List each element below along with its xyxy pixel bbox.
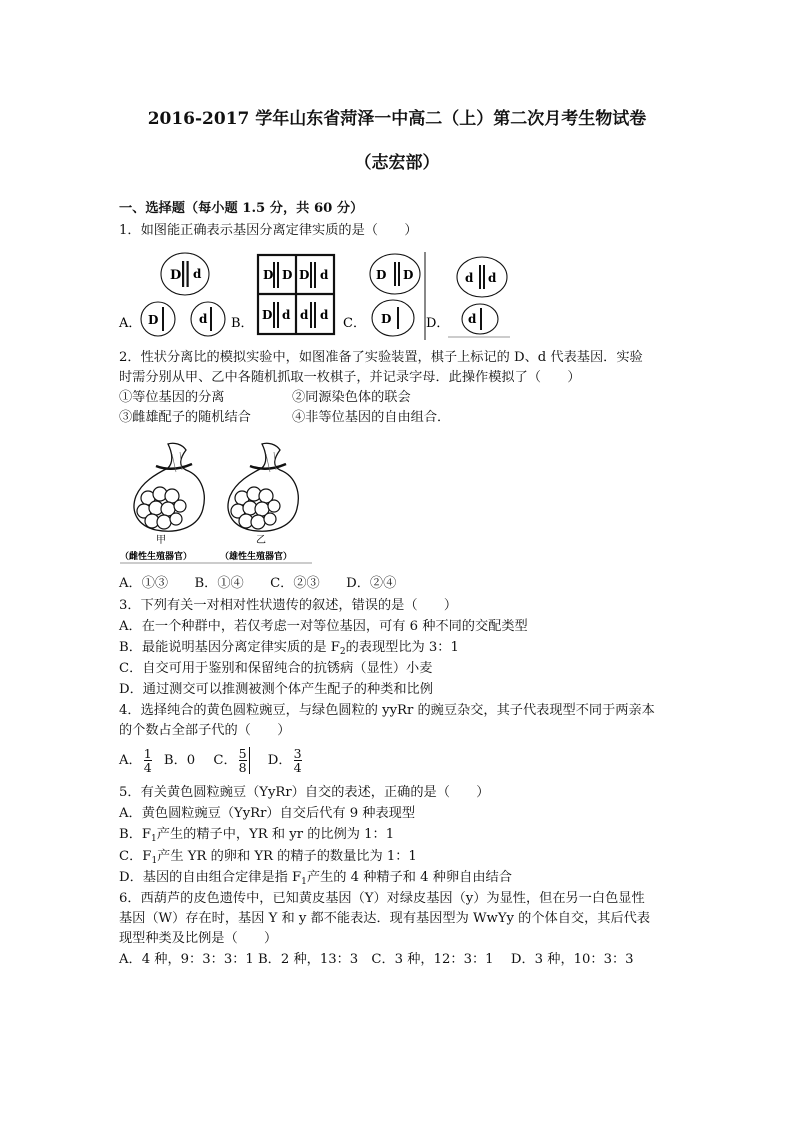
allele-label: d xyxy=(199,312,208,326)
allele-label: d xyxy=(193,267,202,281)
allele-label: D xyxy=(403,268,414,282)
q1-b-diagram xyxy=(258,255,334,334)
q2-item1: ①等位基因的分离 xyxy=(119,390,225,405)
bag-jia-caption: （雌性生殖器官） xyxy=(120,552,193,562)
q4-line1: 4．选择纯合的黄色圆粒豌豆，与绿色圆粒的 yyRr 的豌豆杂交，其子代表现型不同于两亲本 xyxy=(119,703,655,718)
q1-option-c-label: C． xyxy=(343,316,366,331)
q1-d-diagram xyxy=(448,257,510,337)
q2-item3: ③雌雄配子的随机结合 xyxy=(119,410,251,425)
bag-yi-name: 乙 xyxy=(256,535,266,546)
allele-label: D xyxy=(299,268,310,282)
exam-subtitle: （志宏部） xyxy=(354,153,440,173)
fraction-d: $\frac{3}{4}$ xyxy=(293,746,302,775)
q5-option-b: B．$F_1$产生的精子中，YR 和 yr 的比例为 1：1 xyxy=(119,827,395,844)
q3-option-d: D．通过测交可以推测被测个体产生配子的种类和比例 xyxy=(119,682,433,697)
q1-c-diagram xyxy=(370,252,425,340)
q5-stem: 5．有关黄色圆粒豌豆（YyRr）自交的表述，正确的是（ ） xyxy=(119,785,490,800)
q1-option-a-label: A． xyxy=(119,316,142,331)
allele-label: D xyxy=(381,312,392,326)
q1-figure xyxy=(112,248,522,340)
q1-option-b-label: B． xyxy=(231,316,254,331)
q2-item4: ④非等位基因的自由组合． xyxy=(292,410,451,425)
fraction-a: $\frac{1}{4}$ xyxy=(143,746,152,775)
section-heading: 一、选择题（每小题 1.5 分，共 60 分） xyxy=(119,201,364,216)
q5-option-c: C．$F_1$产生 YR 的卵和 YR 的精子的数量比为 1：1 xyxy=(119,849,417,866)
q3-stem: 3．下列有关一对相对性状遗传的叙述，错误的是（ ） xyxy=(119,598,458,613)
q6-line1: 6．西葫芦的皮色遗传中，已知黄皮基因（Y）对绿皮基因（y）为显性，但在另一白色显性 xyxy=(119,891,645,906)
q5-option-d: D．基因的自由组合定律是指 $F_1$产生的 4 种精子和 4 种卵自由结合 xyxy=(119,870,512,887)
fraction-c: $\frac{5}{8}$ xyxy=(239,747,250,774)
q2-line2: 时需分别从甲、乙中各随机抓取一枚棋子，并记录字母．此操作模拟了（ ） xyxy=(119,370,581,385)
allele-label: D xyxy=(170,268,182,283)
q4-line2: 的个数占全部子代的（ ） xyxy=(119,723,291,738)
q3-option-b: B．最能说明基因分离定律实质的是 $F_2$的表现型比为 3：1 xyxy=(119,640,459,657)
bag-jia-name: 甲 xyxy=(156,535,166,546)
q3-option-a: A．在一个种群中，若仅考虑一对等位基因，可有 6 种不同的交配类型 xyxy=(119,619,528,634)
q1-stem: 1．如图能正确表示基因分离定律实质的是（ ） xyxy=(119,223,418,238)
allele-label: D xyxy=(262,308,273,322)
allele-label: D xyxy=(148,313,159,327)
q6-options: A．4 种，9：3：3：1 B．2 种，13：3 C．3 种，12：3：1 D．3 种，10：3：3 xyxy=(119,952,634,967)
allele-label: d xyxy=(465,271,474,285)
allele-label: D xyxy=(282,268,293,282)
q3-option-c: C．自交可用于鉴别和保留纯合的抗锈病（显性）小麦 xyxy=(119,661,433,676)
exam-title: 2016-2017 学年山东省菏泽一中高二（上）第二次月考生物试卷 xyxy=(147,109,647,129)
q5-option-a: A．黄色圆粒豌豆（YyRr）自交后代有 9 种表现型 xyxy=(119,806,416,821)
q1-a-diagram xyxy=(141,253,225,336)
q2-line1: 2．性状分离比的模拟实验中，如图准备了实验装置，棋子上标记的 D、d 代表基因．实验 xyxy=(119,350,643,365)
q2-item2: ②同源染色体的联会 xyxy=(292,390,411,405)
q1-option-d-label: D． xyxy=(426,316,450,331)
q2-bags-figure xyxy=(116,436,316,564)
allele-label: d xyxy=(468,312,477,326)
allele-label: d xyxy=(320,308,329,322)
q4-options: A． $\frac{1}{4}$ B．0 C． $\frac{5}{8}$ D． $\frac{3}{4}$ xyxy=(119,746,302,775)
allele-label: D xyxy=(376,268,387,282)
q6-line2: 基因（W）存在时，基因 Y 和 y 都不能表达．现有基因型为 WwYy 的个体自交，其后代表 xyxy=(119,911,651,926)
bag-yi xyxy=(220,443,298,562)
bag-jia xyxy=(120,443,204,562)
allele-label: d xyxy=(300,308,309,322)
q6-line3: 现型种类及比例是（ ） xyxy=(119,931,278,946)
allele-label: d xyxy=(488,271,497,285)
allele-label: D xyxy=(263,268,274,282)
bag-yi-caption: （雄性生殖器官） xyxy=(220,552,293,562)
allele-label: d xyxy=(282,308,291,322)
allele-label: d xyxy=(320,268,329,282)
q2-options: A．①③ B．①④ C．②③ D．②④ xyxy=(119,576,397,591)
